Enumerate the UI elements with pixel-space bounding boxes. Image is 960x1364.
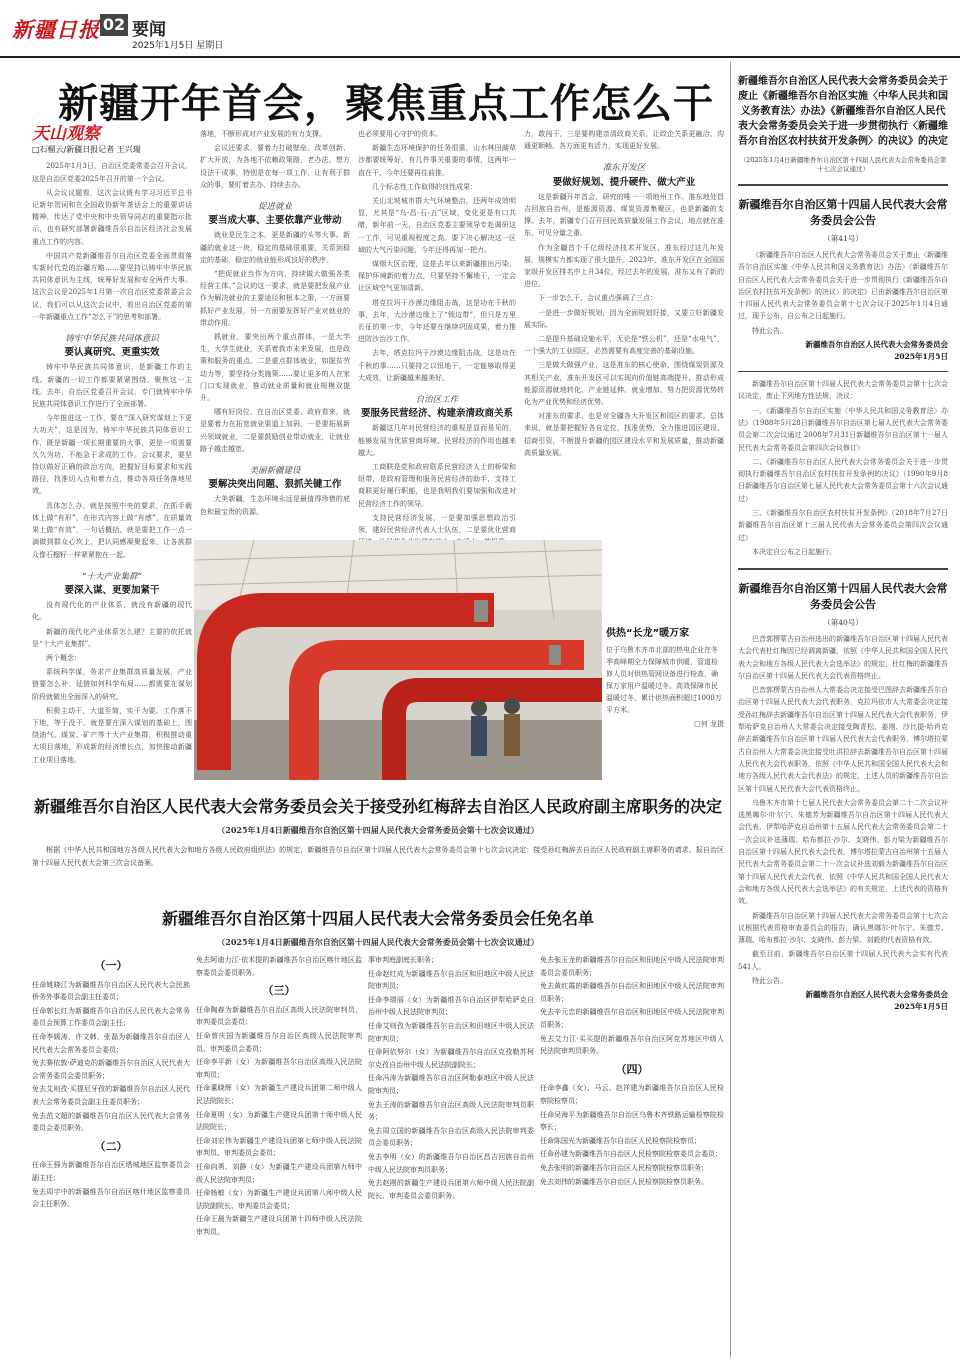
section-rule — [738, 568, 948, 570]
caption-title: 供热“长龙”暖万家 — [606, 628, 690, 639]
paragraph: 力，敢闯干，三是要构建亲清政商关系，让政企关系更融洽、沟通更顺畅、各方面更有活力，实现更好发展。 — [524, 130, 724, 151]
paragraph: 铸牢中华民族共同体意识，是新疆工作的主线。新疆的一切工作都要紧紧围绕、聚焦这一主线。去年，自治区党委召开会议，专门就铸牢中华民族共同体意识工作进行了全面部署。 — [32, 363, 192, 409]
paragraph: 本决定自公布之日起施行。 — [752, 547, 836, 556]
list-item: 任命李瑞丽（女）为新疆维吾尔自治区伊犁哈萨克自治州中级人民法院审判员； — [368, 995, 534, 1017]
paragraph: 具体怎么办，就是按照中央的要求，在抓手载体上做“有形”，在形式内容上做“有感”，在质量效果上做“有效”，一句话概括，就是要把工作一点一滴做到群众心坎上，把认同感凝聚起来，让各族群众像石榴籽一样紧紧抱在一起。 — [32, 501, 192, 559]
paragraph: 特此公告。 — [752, 326, 787, 335]
decision-session: （2025年1月4日新疆维吾尔自治区第十四届人民代表大会常务委员会第十七次会议通过） — [217, 825, 539, 835]
paragraph: 二是提升基础设施水平，无论是“铁公机”，还是“水电气”，一个强大的工业园区，必然需要有高度完善的基础设施。 — [524, 335, 724, 356]
subhead-kicker: 准东开发区 — [602, 163, 646, 174]
masthead-logo: 新疆日报 — [12, 17, 100, 42]
list-item: 任命艾则孜为新疆维吾尔自治区和田地区中级人民法院审判员； — [368, 1021, 534, 1043]
paragraph: 会议还要求，要着力打破壁垒、改革创新、扩大开放，为各地不依赖政策路、老办法，想方设法干成事，特别是在每一项工作、让有利于群众的事，要盯着去办、持续去办。 — [200, 144, 350, 189]
paragraph: 三、《新疆维吾尔自治区农村扶贫开发条例》（2018年7月27日新疆维吾尔自治区第十三届人民代表大会常务委员会第四次会议通过） — [738, 509, 948, 542]
subhead: 要深入谋、更要加紧干 — [64, 584, 160, 596]
paragraph: 一、《新疆维吾尔自治区实施〈中华人民共和国义务教育法〉办法》（1988年5月28日新疆维吾尔自治区第七届人民代表大会常务委员会第二次会议通过 2008年7月31日新疆维吾尔自治区第十一届人民代表大会常务委员会第四次会议修订） — [738, 406, 948, 452]
list-item: 任命李媛涛、许文韩、张磊为新疆维吾尔自治区人民代表大会常务委员会委员； — [32, 1032, 190, 1054]
paragraph: 塔克拉玛干沙漠边缘阻击战，这是功在千秋的事，去年，大沙漠边缘上了“锁边带”，但只是万里长征的第一步，今年还要在继续巩固成果，着力推进防沙治沙工作。 — [358, 298, 516, 344]
article-column-2 — [200, 128, 350, 528]
paragraph: 截至目前，新疆维吾尔自治区第十四届人民代表大会实有代表541人。 — [738, 950, 948, 971]
announcement-title: 新疆维吾尔自治区第十四届人民代表大会常务委员会公告 — [738, 582, 948, 611]
paragraph: 特此公告。 — [752, 977, 787, 986]
list-item: 任命向勇、刘静（女）为新疆生产建设兵团第九师中级人民法院审判员； — [196, 1162, 362, 1184]
list-item: 任命孙建为新疆维吾尔自治区人民检察院检察委员会委员； — [540, 1150, 722, 1159]
paragraph: 积极主动干，大道至简，实干为要。工作落不下地，等于没干。就是要在深入谋划的基础上，围绕油气、煤炭、矿产等十大产业集群，积极推动重大项目落地，形成新的经济增长点，加快推动新疆工业项目落地。 — [32, 706, 192, 764]
paragraph: 煤烟大区治理，这是去年以来新疆推出污染、保护环境新的着力点，只要坚持不懈地干，一定会让区域空气更加清新。 — [358, 260, 516, 293]
list-section-number: （四） — [615, 1062, 649, 1076]
subhead: 要服务民营经济、构建亲清政商关系 — [360, 408, 513, 420]
headline: 新疆开年首会，聚焦重点工作怎么干 — [58, 81, 714, 127]
list-item: 免去张玉龙的新疆维吾尔自治区和田地区中级人民法院审判委员会委员职务； — [540, 956, 724, 977]
news-photo — [194, 540, 602, 780]
signature: 新疆维吾尔自治区人民代表大会常务委员会 — [805, 340, 948, 350]
paragraph: 抓就业，要突出两个重点群体，一是大学生，大学生就业，关系着我市未来发展，也是政策和服务的重点。二是重点群体就业，如脱贫劳动力等，要坚持分类施策……要让更多的人在家门口实现就业，推动就业质量和就业规模双提升。 — [200, 333, 350, 403]
list-item: 免去周宇中的新疆维吾尔自治区喀什地区监察委员会主任职务。 — [32, 1187, 190, 1209]
paragraph: 落地，不断形成对产业发展的有力支撑。 — [200, 130, 326, 138]
list-item: 任命夏明（女）为新疆生产建设兵团第十师中级人民法院院长； — [196, 1110, 362, 1132]
list-item: 任命阿依努尔（女）为新疆维吾尔自治区克孜勒苏柯尔克孜自治州中级人民法院副院长； — [368, 1048, 534, 1069]
announcement-number: （第40号） — [823, 618, 863, 627]
paragraph: 作为全疆首个千亿级经济技术开发区，准东经过这几年发展，规模实力都实现了很大提升。2023年，准东开发区在全国国家级开发区排名中上升34位，经过去年的发展，准东又有了新的进位。 — [524, 243, 724, 289]
paragraph: 巴音郭楞蒙古自治州选出的新疆维吾尔自治区第十四届人民代表大会代表杜红梅因已经调离新疆，依照《中华人民共和国全国人民代表大会和地方各级人民代表大会选举法》的规定，杜红梅的新疆维吾尔自治区第十四届人民代表大会代表资格终止。 — [738, 635, 948, 680]
section-title: 要闻 — [132, 20, 166, 40]
list-item: 任命陈国光为新疆维吾尔自治区人民检察院检察员； — [540, 1136, 701, 1145]
paragraph: 一是进一步做好规划，因为全面规划好接，又要立好新疆发展实际。 — [524, 308, 724, 329]
subhead-kicker: 美丽新疆建设 — [249, 466, 301, 477]
byline: □石榴云/新疆日报记者 王兴瑞 — [32, 145, 141, 155]
paragraph: 这是新疆开年首会，研究的唯一一项地州工作。准东地处昌吉回族自治州，是能源资源、煤炭资源集聚区，也是新疆的支撑。去年，新疆专门召开回民高质量发展工作会议，地点就在准东，可见分量之重。 — [524, 192, 724, 238]
section-rule — [738, 184, 948, 186]
paragraph: 《新疆维吾尔自治区人民代表大会常务委员会关于废止〈新疆维吾尔自治区实施《中华人民共和国义务教育法》办法〉〈新疆维吾尔自治区人民代表大会常务委员会关于进一步贯彻执行《新疆维吾尔自治区农村扶贫开发条例》的决议〉的决定》已由新疆维吾尔自治区第十四届人民代表大会常务委员会第十七次会议于2025年1月4日通过，现予公布，自公布之日起施行。 — [738, 251, 948, 321]
appointment-column-2 — [196, 954, 362, 1356]
signature-date: 2025年1月5日 — [894, 352, 948, 362]
list-item: 任命刘宏伟为新疆生产建设兵团第七师中级人民法院审判员、审判委员会委员； — [196, 1136, 362, 1158]
subhead: 要做好规划、提升硬件、做大产业 — [552, 176, 696, 188]
repeal-title: 新疆维吾尔自治区人民代表大会常务委员会关于废止《新疆维吾尔自治区实施〈中华人民共和国义务教育法〉办法》《新疆维吾尔自治区人民代表大会常务委员会关于进一步贯彻执行〈新疆维吾尔自治区农村扶贫开发条例〉的决议》的决定 — [738, 76, 948, 147]
article-column-3 — [358, 128, 516, 535]
list-item: 免去范文超的新疆维吾尔自治区人民代表大会常务委员会委员职务。 — [32, 1111, 190, 1133]
paragraph: 关山北坡城市群大气环境整治，还两年成效明显，尤其是“乌-昌-石-五”区域，变化更是有口共睹，新年前一天，自治区党委主要领导专赴调研这一工作，可见重视程度之高。要下决心解决这一区域的大气污染问题，今年还得再加一把力。 — [358, 197, 516, 254]
paragraph: 几个标志性工作取得的良性成果： — [372, 182, 477, 191]
list-item: 免去赛依敦·萨迪克的新疆维吾尔自治区人民代表大会常务委员会委员职务； — [32, 1059, 190, 1080]
list-item: 任命李鑫（女）、马云、赵祥建为新疆维吾尔自治区人民检察院检察员； — [540, 1084, 724, 1105]
paragraph: 二、《新疆维吾尔自治区人民代表大会常务委员会关于进一步贯彻执行新疆维吾尔自治区农村扶贫开发条例的决议》（1990年9月8日新疆维吾尔自治区第七届人民代表大会常务委员会第十六次会议通过） — [738, 457, 948, 503]
decision-block — [32, 794, 724, 869]
list-section-number: （二） — [94, 1139, 128, 1153]
paragraph: 去年，塔克拉玛干沙漠边缘阻击战，这是功在千秋的事……只要持之以恒地干，一定能够取得更大成效，让新疆越来越美好。 — [358, 349, 516, 382]
paragraph: 系统科学谋，务求产业集群高质量发展，产业链要怎么补、延链如何科学布局……都需要在谋划阶段就做出全面深入的研究。 — [32, 668, 192, 701]
appointment-title: 新疆维吾尔自治区第十四届人民代表大会常务委员会任免名单 — [161, 909, 594, 928]
paragraph: “把促就业当作为方向，持续做大做强各类经营主体。”会议的这一要求，就是要把发展产业作为解决就业的主要途径和根本之策，一方面要抓好产业发展，另一方面要发挥好产业对就业的带动作用。 — [200, 270, 350, 327]
signature-date: 2025年1月5日 — [894, 1002, 948, 1012]
paragraph: 就业是民生之本，更是新疆的头等大事。新疆的就业这一块，稳定的基础很重要，关系到稳定的基础，稳定的就业能形成良好的秩序。 — [200, 231, 350, 264]
list-item: 免去艾力江·买买提的新疆维吾尔自治区阿克苏地区中级人民法院审判员职务。 — [540, 1034, 724, 1056]
appointment-column-3 — [368, 954, 534, 1356]
article-column-1 — [32, 124, 192, 764]
repeal-decision — [738, 74, 948, 173]
list-item: 任命曾庆国为新疆维吾尔自治区高级人民法院审判员、审判委员会委员； — [196, 1031, 362, 1053]
paragraph: 两个概念： — [46, 653, 81, 662]
paragraph: 下一步怎么干，会议重点强调了三点： — [538, 294, 657, 303]
masthead-date: 2025年1月5日 星期日 — [132, 41, 224, 51]
photo-caption — [606, 628, 724, 730]
decision-title: 新疆维吾尔自治区人民代表大会常务委员会关于接受孙红梅辞去自治区人民政府副主席职务的决定 — [33, 797, 722, 816]
list-section-number: （一） — [94, 959, 128, 972]
list-item: 免去张明的新疆维吾尔自治区人民检察院检察员职务； — [540, 1163, 708, 1172]
announcement-40 — [738, 580, 948, 1356]
list-item: 任命王强为新疆维吾尔自治区塔城地区监察委员会副主任； — [32, 1161, 190, 1182]
list-item: 任命姚晓江为新疆维吾尔自治区人民代表大会民族侨务外事委员会副主任委员； — [32, 980, 190, 1002]
section-rule — [738, 371, 948, 372]
paragraph: 支持民营经济发展，一是要加强思想政治引领，建好民营经济代表人士队伍，二是要优化营商 — [358, 513, 516, 535]
list-item: 免去阿迪力江·依米提的新疆维吾尔自治区喀什地区监察委员会委员职务。 — [196, 956, 362, 977]
paragraph: 新疆生态环境保护的任务很重，山水林田湖草沙都要统筹好，有几件事关重要的事情，这两年一直在干，今年还要再往前推。 — [358, 144, 516, 177]
list-item: 免去黄红霞的新疆维吾尔自治区和田地区中级人民法院审判员职务； — [540, 982, 724, 1003]
list-item: 任命郭长红为新疆维吾尔自治区人民代表大会常务委员会预算工作委员会副主任； — [32, 1006, 190, 1028]
tianshan-logo: 天山观察 — [32, 124, 100, 144]
paragraph: 哪有好岗位，在自治区党委、政府看来，就是要着力在拓宽就业渠道上加码，一是要拓展新兴领域就业，二是要鼓励创业带动就业，让就业路子越走越宽。 — [200, 408, 350, 453]
paragraph: 今年推进这一工作，要在“深入研究谋划上下更大功夫”，这是因为，铸牢中华民族共同体意识工作，既是新疆一项长期重要的大事，更是一项需要久久为功、不能急于求成的工作。会议要求，要坚持以做好正确的政治方向，把握好目标要求和实践路径，找准切入点和着力点，推动各项任务落地见效。 — [32, 414, 192, 496]
column-divider — [730, 62, 731, 1358]
announcement-number: （第41号） — [823, 234, 863, 243]
subhead-kicker: 铸牢中华民族共同体意识 — [65, 334, 159, 345]
list-item: 免去王涛的新疆维吾尔自治区高级人民法院审判员职务； — [368, 1100, 534, 1122]
subhead-kicker: “十大产业集群” — [82, 571, 142, 582]
subhead: 要解决突出问题、狠抓关键工作 — [208, 479, 342, 491]
masthead-rule — [0, 56, 960, 58]
list-item: 任命李平新（女）为新疆维吾尔自治区高级人民法院审判员； — [196, 1058, 362, 1079]
signature: 新疆维吾尔自治区人民代表大会常务委员会 — [805, 990, 948, 1000]
article-column-4 — [524, 128, 724, 528]
repeal-session: （2025年1月4日新疆维吾尔自治区第十四届人民代表大会常务委员会第十七次会议通过） — [739, 156, 947, 173]
decision-text: 根据《中华人民共和国地方各级人民代表大会和地方各级人民政府组织法》的规定，新疆维吾尔自治区第十四届人民代表大会常务委员会第十七次会议决定：接受孙红梅辞去自治区人民政府副主席职务的请求。报自治区第十四届人民代表大会第三次会议备案。 — [32, 846, 724, 867]
appointment-column-4 — [540, 954, 724, 1356]
paragraph: 对准东的要求，也是对全疆各大开发区和园区的要求。总体来说，就是要把握好各自定位，找准优势，全力推进园区建设、招商引资，不断提升新疆的园区建设水平和发展质量，推动新疆高质量发展。 — [524, 412, 724, 457]
list-item: 免去刘伟的新疆维吾尔自治区人民检察院检察员职务。 — [540, 1177, 708, 1186]
paragraph: 三是做大做强产业，这是准东的核心使命，围绕煤炭资源及其相关产业，准东开发区可以实现向价值链高端提升，推动形成能源资源就地转化、产业链延伸、就业增加，努力把资源优势转化为产业优势和经济优势。 — [524, 361, 724, 407]
caption-text: 位于乌鲁木齐市北部的热电企业在冬季高峰期全力保障城市供暖，管道检修人员对供热管网设备进行检查，确保万家用户温暖过冬。高效保障市民温暖过冬，累计供热面积超过1000万平方米。 — [606, 646, 722, 714]
subhead-kicker: 促进就业 — [257, 202, 292, 213]
photo-credit: □何 龙摄 — [694, 720, 724, 728]
list-item: 免去赵刚的新疆生产建设兵团第六师中级人民法院副院长、审判委员会委员职务。 — [368, 1179, 534, 1200]
list-item: 任命杨敏（女）为新疆生产建设兵团第八师中级人民法院副院长、审判委员会委员； — [196, 1189, 362, 1210]
subhead: 要认真研究、更重实效 — [64, 347, 160, 359]
heating-pipes-illustration — [194, 540, 602, 780]
list-item: 免去周立国的新疆维吾尔自治区高级人民法院审判委员会委员职务； — [368, 1126, 534, 1148]
announcement-title: 新疆维吾尔自治区第十四届人民代表大会常务委员会公告 — [738, 198, 948, 227]
list-item: 任命吴海平为新疆维吾尔自治区乌鲁木齐铁路运输检察院检察长； — [540, 1110, 724, 1132]
list-item: 任命赵红成为新疆维吾尔自治区和田地区中级人民法院审判员； — [368, 969, 534, 991]
paragraph: 中国共产党新疆维吾尔自治区党委全面贯彻落实新时代党的治疆方略……要坚持以铸牢中华民族共同体意识为主线，统筹好发展和安全两件大事。这次会议是2025年1月第一次自治区党委常委会会议，我们可以从这次会议中，看出自治区党委的第一年新疆重点工作“怎么干”的思考和部署。 — [32, 251, 192, 321]
subhead: 要当成大事、主要依靠产业带动 — [208, 215, 342, 227]
list-item: 免去艾则孜·买提尼牙孜的新疆维吾尔自治区人民代表大会常务委员会副主任委员职务； — [32, 1085, 190, 1106]
paragraph: 新疆的现代化产业体系怎么建？主要的依托就是“十大产业集群”。 — [32, 627, 192, 648]
subhead-kicker: 自治区工作 — [415, 395, 459, 406]
list-item: 事审判庭副庭长职务； — [368, 956, 438, 964]
appointment-session: （2025年1月4日新疆维吾尔自治区第十四届人民代表大会常务委员会第十七次会议通过） — [217, 937, 539, 947]
paragraph: 新疆维吾尔自治区第十四届人民代表大会常务委员会第十七次会议根据代表资格审查委员会的报告，确认黑娜尔·叶尔宁、朱德芳、薄瑞、哈布都拉·沙尔、支晓伟、彭力梁、刘毅的代表资格有效。 — [738, 911, 948, 945]
list-item: 免去辛元忠的新疆维吾尔自治区和田地区中级人民法院审判员职务； — [540, 1008, 724, 1029]
page-number: 02 — [100, 14, 128, 36]
appointment-block — [32, 906, 724, 948]
paragraph: 乌鲁木齐市第十七届人民代表大会常务委员会第二十二次会议补选黑娜尔·叶尔宁、朱德芳为新疆维吾尔自治区第十四届人民代表大会代表，伊犁哈萨克自治州第十五届人民代表大会常务委员会第二十一次会议补选薄瑞、哈布都拉·沙尔、支晓伟、彭力梁为新疆维吾尔自治区第十四届人民代表大会代表，博尔塔拉蒙古自治州第十五届人民代表大会常务委员会第二十一次会议补选刘毅为新疆维吾尔自治区第十四届人民代表大会代表，依照《中华人民共和国全国人民代表大会和地方各级人民代表大会选举法》的有关规定，上述代表的资格有效。 — [738, 798, 948, 906]
paragraph: 没有现代化的产业体系，就没有新疆的现代化。 — [32, 601, 192, 622]
list-item: 任命董晓辉（女）为新疆生产建设兵团第二师中级人民法院院长； — [196, 1084, 362, 1105]
appointment-column-1 — [32, 954, 190, 1356]
paragraph: 大美新疆，生态环境永远是最值得珍惜的底色和最宝贵的资源。 — [200, 495, 350, 516]
paragraph: 新疆这几年对民营经济的重视是显而易见的，能够发展为优质营商环境、民营经济的作用也越来越大。 — [358, 424, 516, 457]
paragraph: 2025年1月3日，自治区党委常委会召开会议，这是自治区党委2025年召开的第一个会议。 — [32, 162, 192, 183]
paragraph: 巴音郭楞蒙古自治州人大常委会决定接受巴图辞去新疆维吾尔自治区第十四届人民代表大会代表职务，克拉玛依市人大常委会决定接受孙红梅辞去新疆维吾尔自治区第十四届人民代表大会代表职务，伊犁哈萨克自治州人大常委会决定接受陶青松、姜刚、沙比提·哈肖克辞去新疆维吾尔自治区第十四届人民代表大会代表职务，博尔塔拉蒙古自治州人大常委会决定接受吐洪拉辞去新疆维吾尔自治区第十四届人民代表大会代表职务，依照《中华人民共和国全国人民代表大会和地方各级人民代表大会代表法》的规定，上述人员的新疆维吾尔自治区第十四届人民代表大会代表资格终止。 — [738, 686, 948, 793]
list-item: 免去李明（女）的新疆维吾尔自治区昌吉回族自治州中级人民法院审判员职务； — [368, 1152, 534, 1174]
announcement-41 — [738, 196, 948, 560]
paragraph: 工商联是党和政府联系民营经济人士的桥梁和纽带，是政府管理和服务民营经济的助手，支持工商联更好履行职能，也是我明我们要加强和改进对民营经济工作的领导。 — [358, 463, 516, 508]
list-item: 任命冯涛为新疆维吾尔自治区阿勒泰地区中级人民法院审判员； — [368, 1074, 534, 1095]
paragraph: 从会议议题看，这次会议既有学习习近平总书记新年贺词和在全国政协新年茶话会上的重要讲话精神，传达了党中央和中央领导同志的重要指示批示，也有研究部署新疆维吾尔自治区经济社会发展重点工作的内容。 — [32, 188, 192, 246]
list-item: 任命陶春为新疆维吾尔自治区高级人民法院审判员、审判委员会委员； — [196, 1005, 362, 1027]
paragraph: 新疆维吾尔自治区第十四届人民代表大会常务委员会第十七次会议决定，废止下列地方性法规、决议： — [738, 380, 948, 401]
list-item: 任命王晨为新疆生产建设兵团第十四师中级人民法院审判员。 — [196, 1215, 362, 1236]
paragraph: 也必须要用心守护的资本。 — [358, 130, 442, 138]
list-section-number: （三） — [262, 984, 296, 998]
